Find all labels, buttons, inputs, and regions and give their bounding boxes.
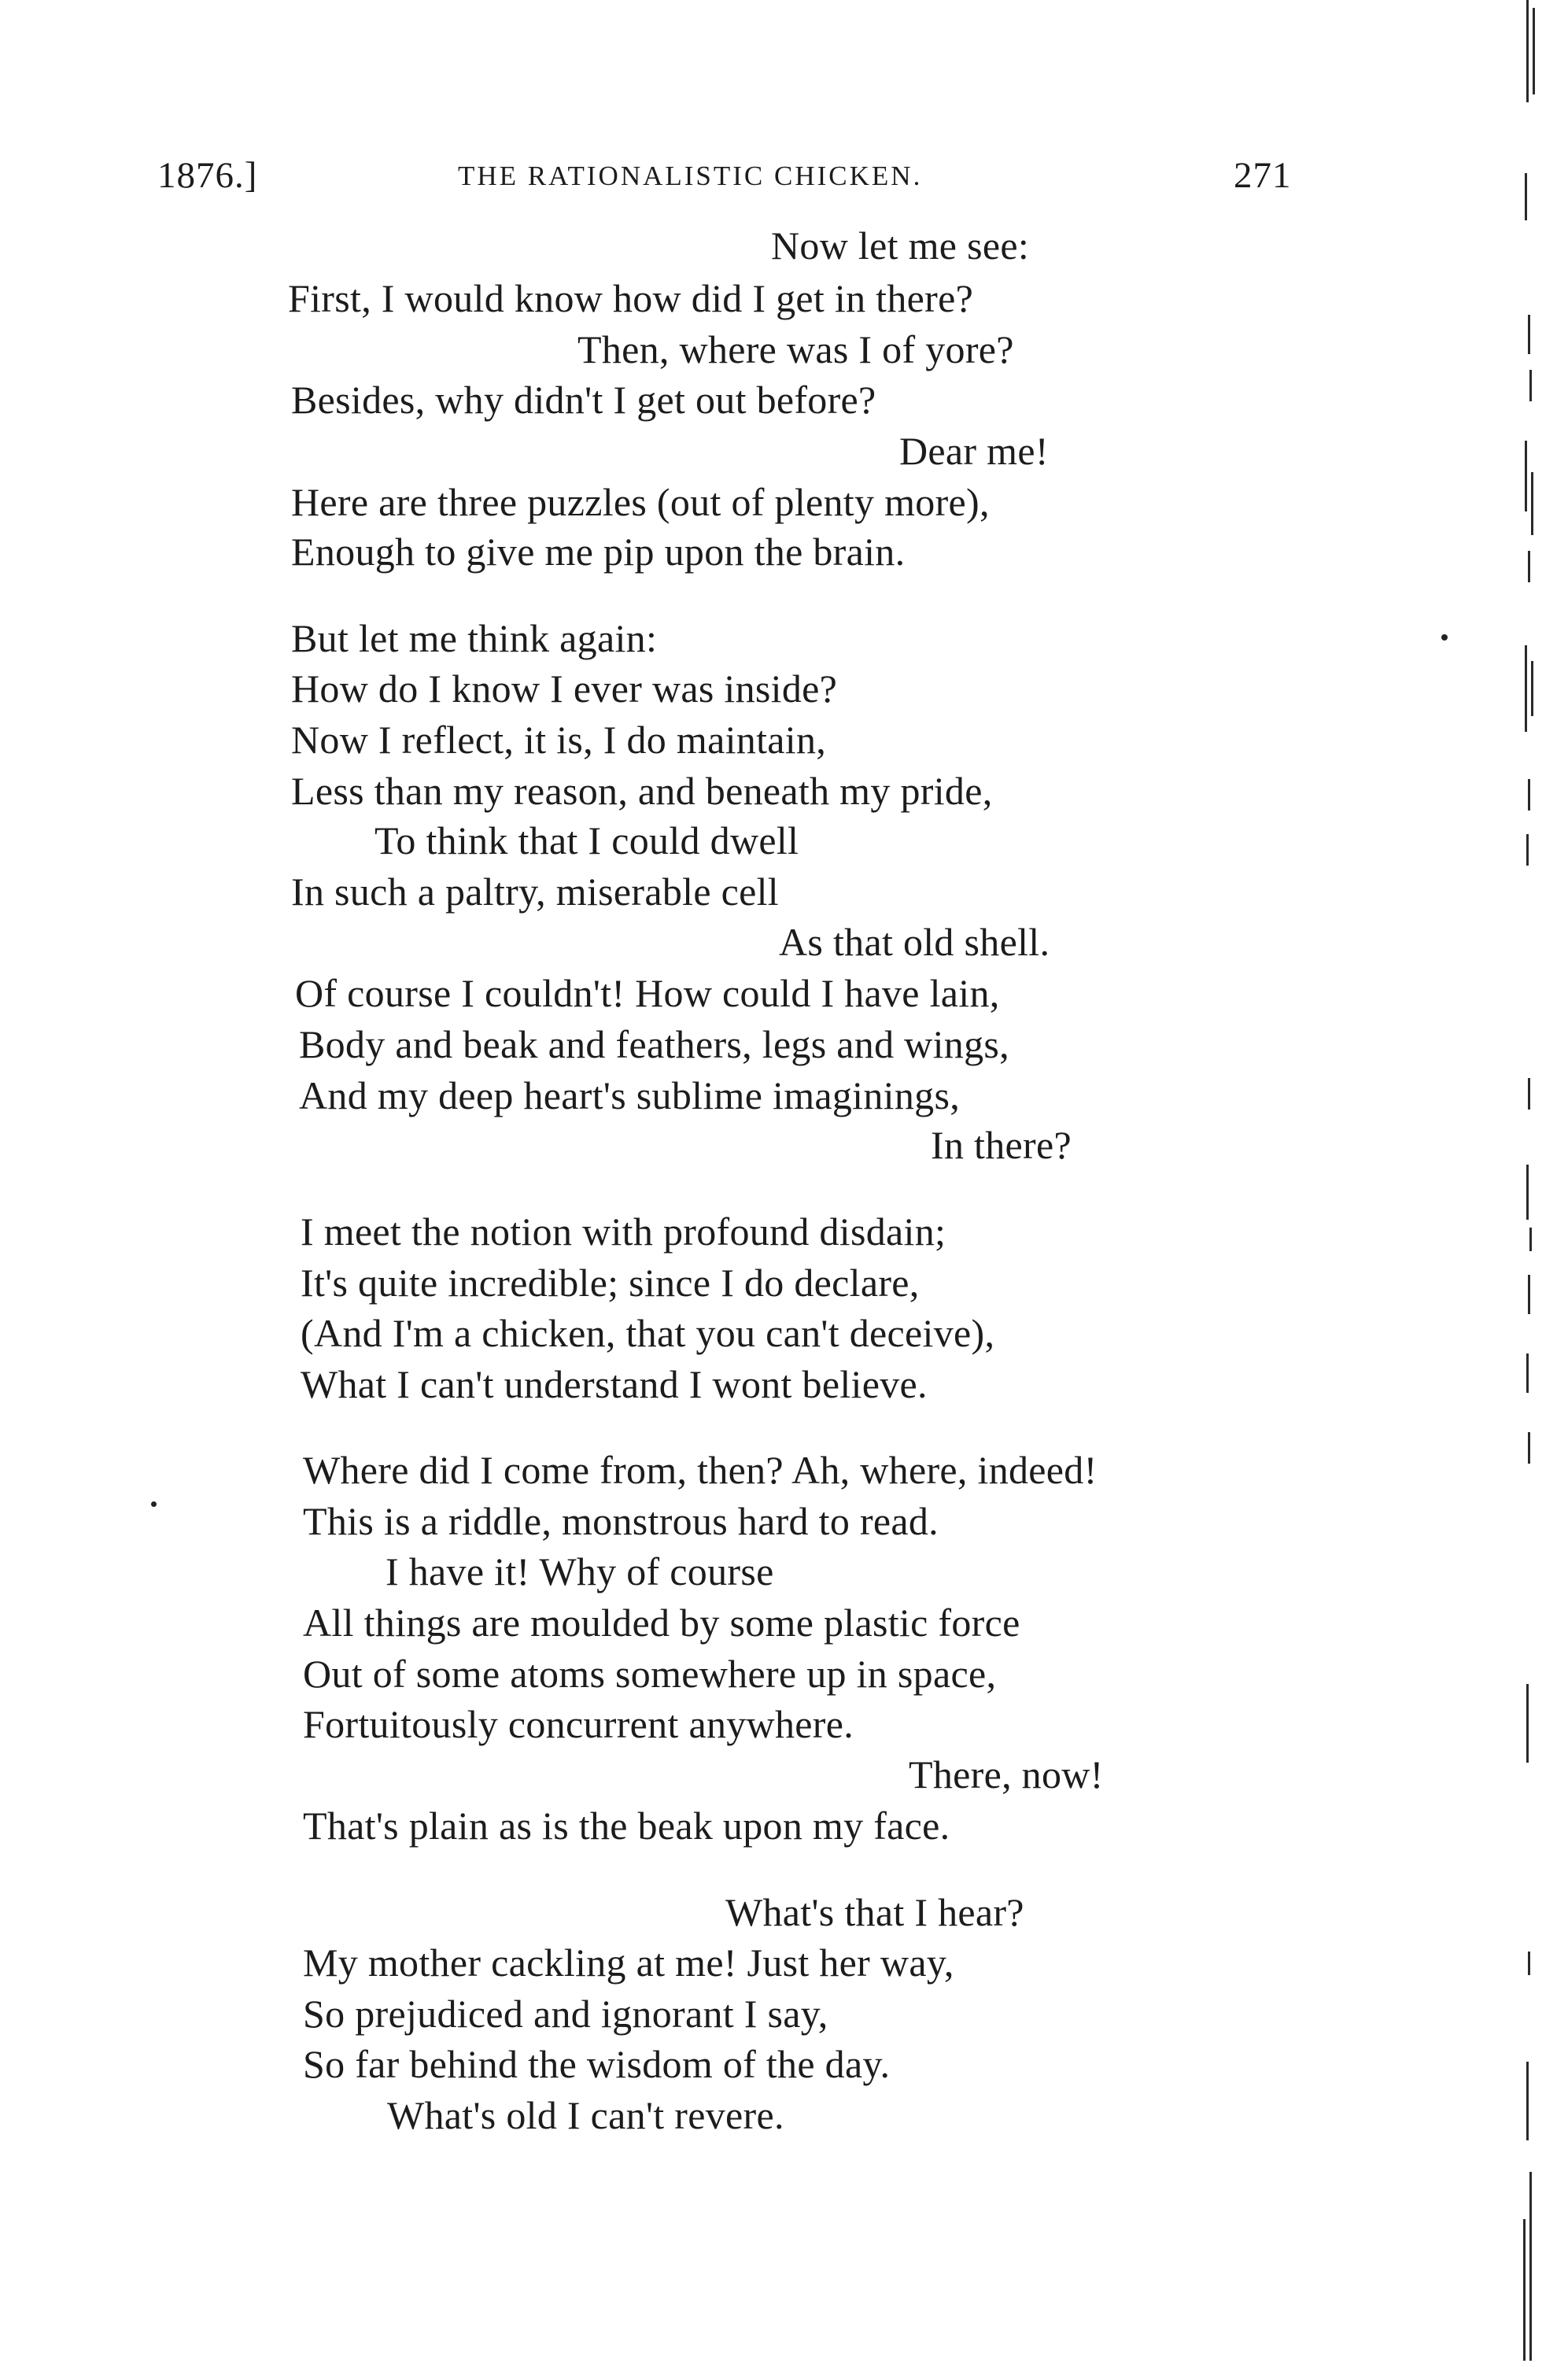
poem-line: In such a paltry, miserable cell xyxy=(291,870,779,914)
poem-line: That's plain as is the beak upon my face. xyxy=(303,1804,950,1848)
poem-line: In there? xyxy=(931,1123,1072,1167)
poem-line: As that old shell. xyxy=(779,920,1050,964)
poem-line: What's old I can't revere. xyxy=(387,2093,784,2137)
page-number: 271 xyxy=(1234,155,1292,196)
poem-line: How do I know I ever was inside? xyxy=(291,667,838,711)
poem-line: So far behind the wisdom of the day. xyxy=(303,2042,891,2086)
running-head xyxy=(0,154,1568,201)
running-head-year: 1876.] xyxy=(157,155,258,196)
poem-line: Less than my reason, and beneath my pride, xyxy=(291,769,993,813)
poem-line: Dear me! xyxy=(899,429,1049,473)
poem-line: Fortuitously concurrent anywhere. xyxy=(303,1702,854,1746)
poem-line: I have it! Why of course xyxy=(386,1549,774,1593)
poem-line: Of course I couldn't! How could I have lain, xyxy=(295,971,1000,1015)
running-head-title: THE RATIONALISTIC CHICKEN. xyxy=(458,161,923,191)
poem-line: This is a riddle, monstrous hard to read. xyxy=(303,1499,939,1543)
poem-line: First, I would know how did I get in there? xyxy=(288,276,974,320)
poem-line: All things are moulded by some plastic force xyxy=(303,1601,1020,1645)
poem-line: Where did I come from, then? Ah, where, indeed! xyxy=(303,1448,1098,1492)
poem-line: What's that I hear? xyxy=(725,1890,1024,1934)
poem-line: So prejudiced and ignorant I say, xyxy=(303,1992,828,2036)
poem-line: But let me think again: xyxy=(291,616,658,660)
poem-line: I meet the notion with profound disdain; xyxy=(301,1209,946,1254)
poem-line: Now I reflect, it is, I do maintain, xyxy=(291,718,827,762)
poem-line: Out of some atoms somewhere up in space, xyxy=(303,1652,997,1696)
poem-line: Enough to give me pip upon the brain. xyxy=(291,530,906,574)
poem-line: What I can't understand I wont believe. xyxy=(301,1362,928,1406)
poem-line: Now let me see: xyxy=(771,223,1030,268)
scan-edge-artifacts xyxy=(1511,0,1568,2367)
poem-line: Body and beak and feathers, legs and wings, xyxy=(299,1022,1009,1066)
poem-line: To think that I could dwell xyxy=(374,818,799,862)
ink-speck xyxy=(151,1501,157,1507)
poem-line: And my deep heart's sublime imaginings, xyxy=(299,1073,961,1117)
poem-line: Then, where was I of yore? xyxy=(577,327,1014,371)
poem-line: My mother cackling at me! Just her way, xyxy=(303,1940,954,1985)
poem-line: (And I'm a chicken, that you can't deceive), xyxy=(301,1311,995,1355)
poem-line: There, now! xyxy=(909,1752,1104,1796)
ink-speck xyxy=(1441,634,1448,641)
poem-line: It's quite incredible; since I do declare, xyxy=(301,1261,920,1305)
poem-line: Here are three puzzles (out of plenty more), xyxy=(291,480,990,524)
poem-line: Besides, why didn't I get out before? xyxy=(291,378,876,422)
